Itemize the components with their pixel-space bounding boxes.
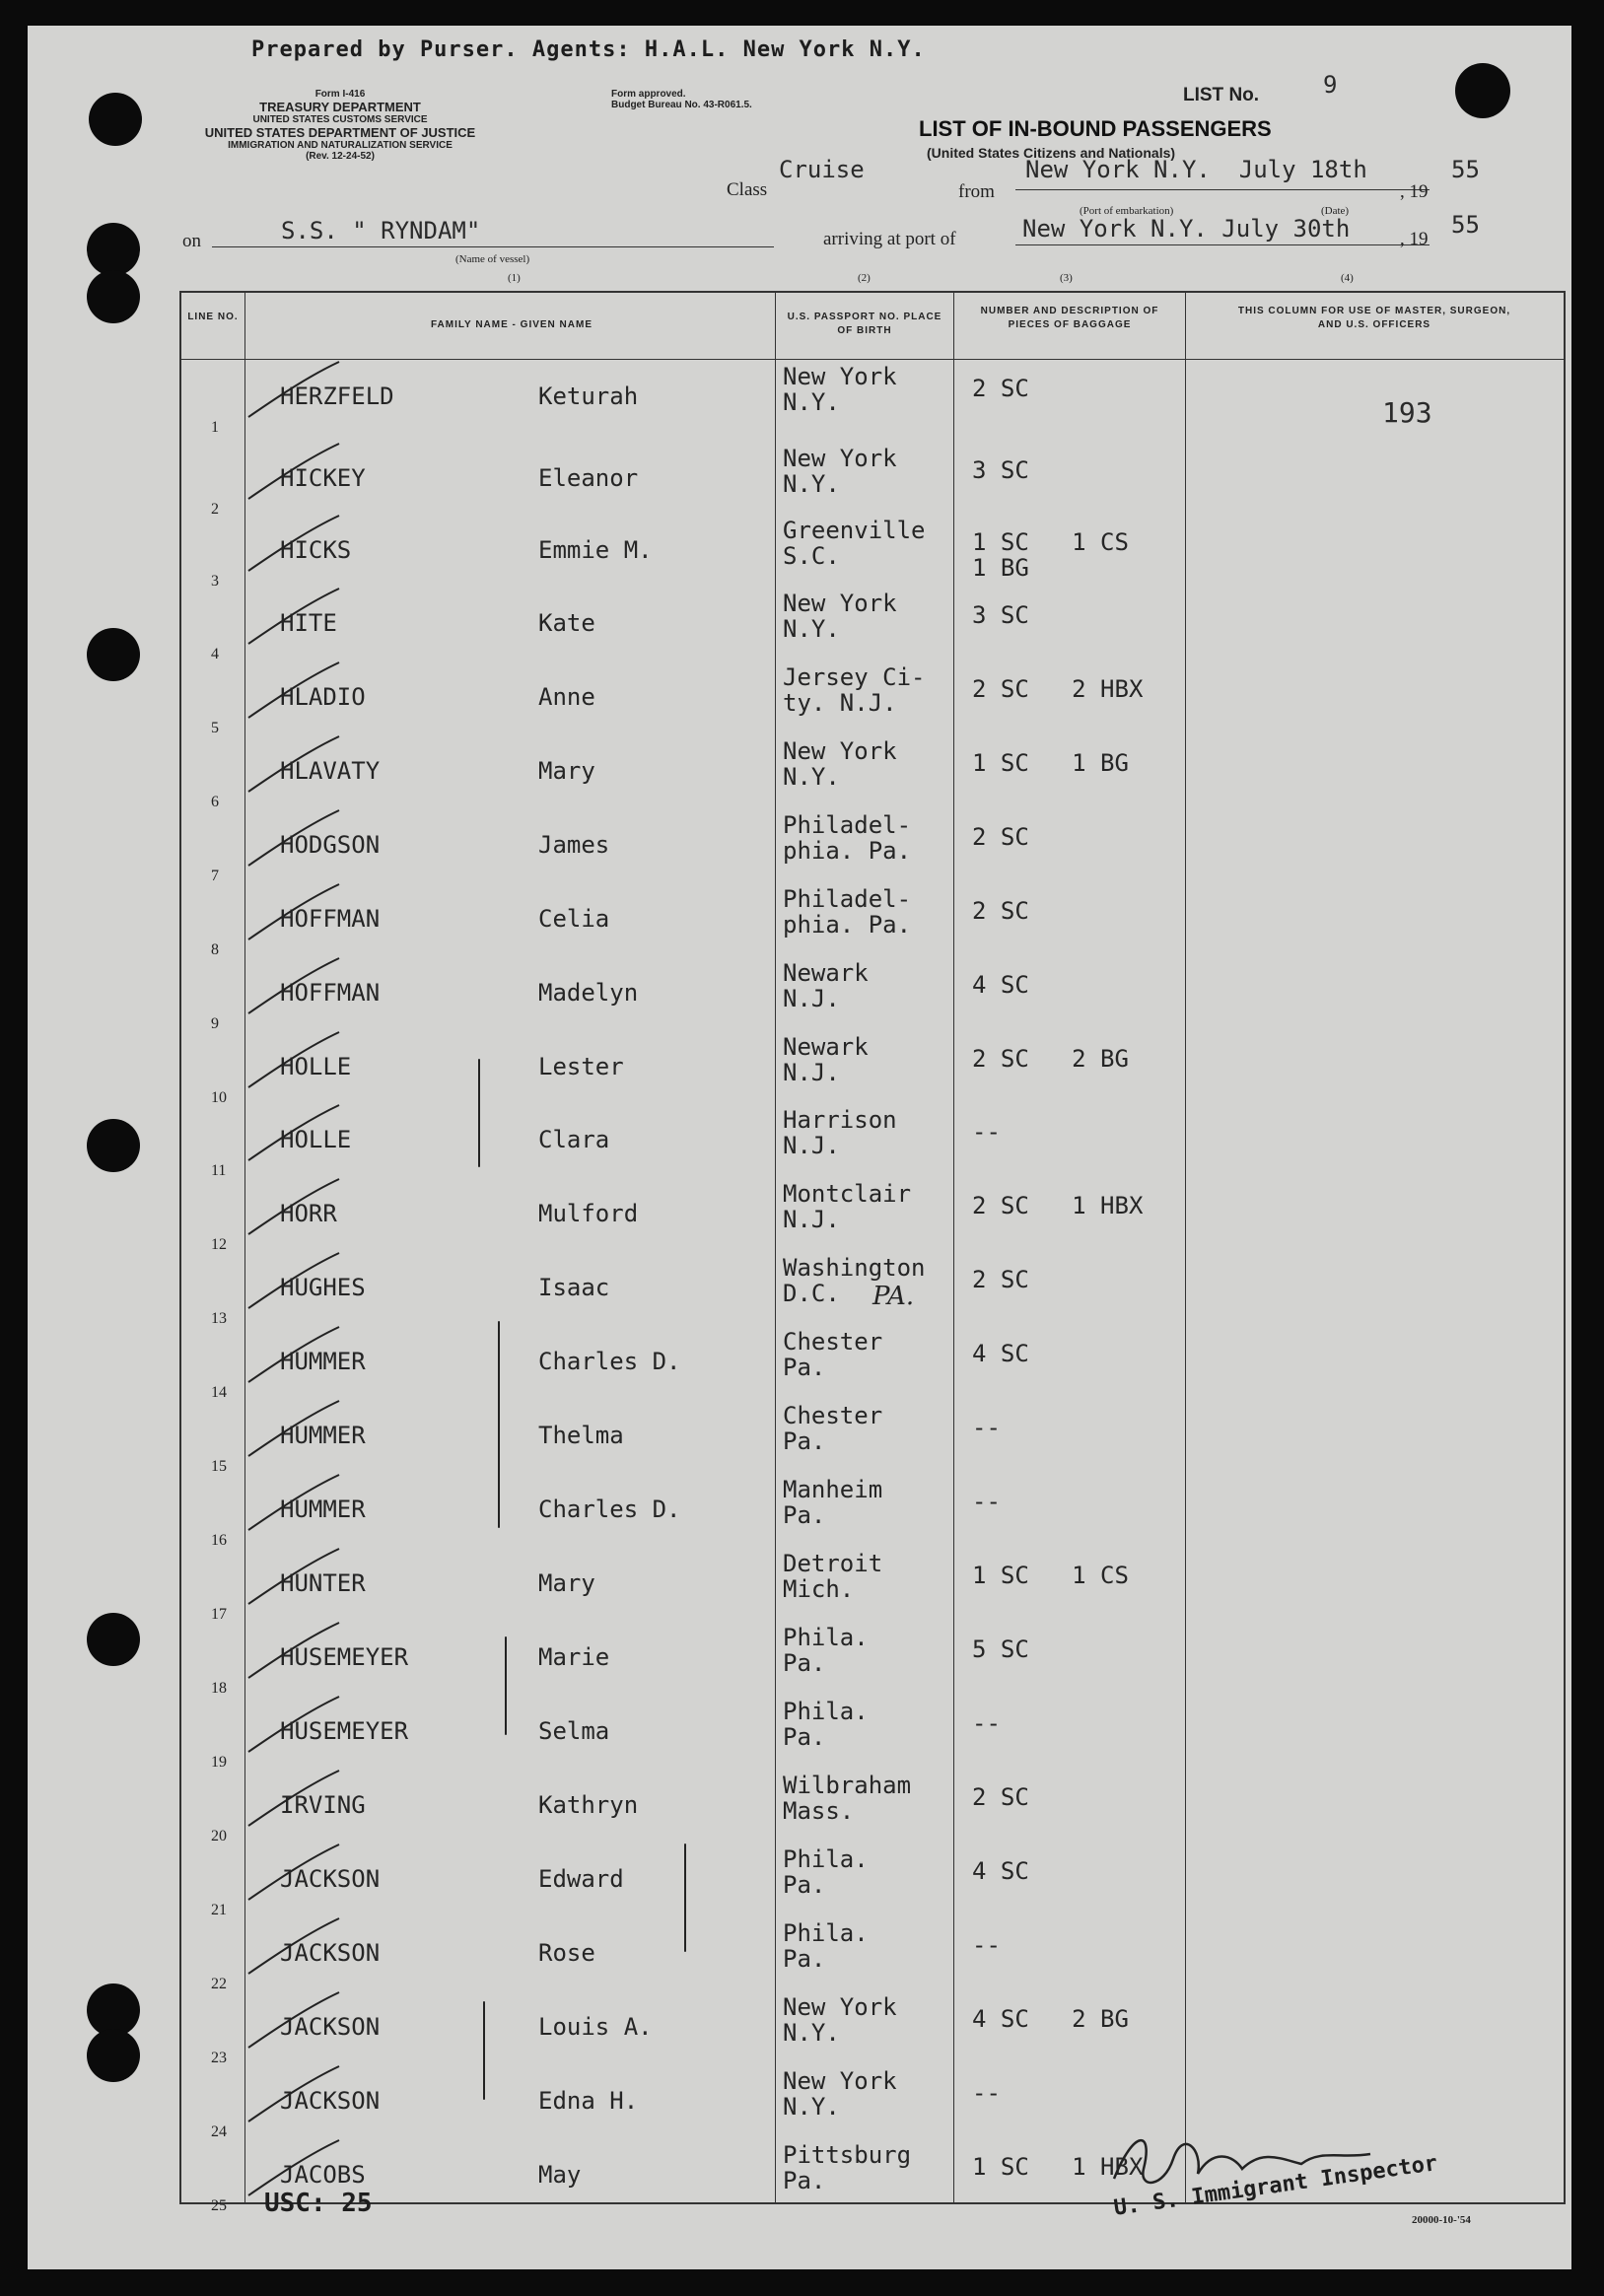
- given-name: Celia: [538, 905, 610, 933]
- baggage: 2 SC 1 HBX: [972, 1192, 1144, 1219]
- usc-count: USC: 25: [264, 2189, 373, 2218]
- baggage: 4 SC: [972, 1857, 1029, 1885]
- birthplace-line1: Newark: [783, 1033, 869, 1061]
- check-mark: [241, 1839, 349, 1908]
- annotation-193: 193: [1382, 396, 1432, 429]
- list-no-label: LIST No.: [1183, 85, 1260, 105]
- given-name: Kathryn: [538, 1791, 639, 1819]
- family-name: HOFFMAN: [280, 905, 381, 933]
- given-name: Thelma: [538, 1422, 624, 1449]
- birthplace-line1: Phila.: [783, 1698, 869, 1725]
- check-mark: [241, 1026, 352, 1095]
- table-row: [181, 364, 1564, 438]
- given-name: Charles D.: [538, 1348, 681, 1375]
- family-name: HUGHES: [280, 1274, 366, 1301]
- line-number: 7: [211, 868, 219, 884]
- given-name: Mary: [538, 757, 595, 785]
- punch-hole: [87, 2029, 140, 2082]
- table-row: [181, 1477, 1564, 1551]
- check-mark: [241, 657, 349, 726]
- from-value: New York N.Y. July 18th: [1025, 156, 1367, 183]
- handwritten-pa: PA.: [872, 1282, 915, 1311]
- list-no-value: 9: [1323, 71, 1338, 99]
- col4-marker: (4): [1341, 272, 1354, 284]
- line-number: 6: [211, 794, 219, 810]
- from-label: from: [958, 181, 995, 202]
- birthplace-line2: N.Y.: [783, 2093, 840, 2121]
- birthplace-line1: Pittsburg: [783, 2141, 912, 2169]
- baggage: 1 SC 1 CS: [972, 528, 1129, 556]
- treasury-label: TREASURY DEPARTMENT: [259, 100, 421, 114]
- baggage: 2 SC: [972, 1266, 1029, 1293]
- baggage: --: [972, 1488, 1001, 1515]
- line-number: 3: [211, 573, 219, 590]
- document-subtitle: (United States Citizens and Nationals): [927, 145, 1176, 161]
- family-name: HUSEMEYER: [280, 1643, 409, 1671]
- baggage: --: [972, 2079, 1001, 2107]
- given-name: Selma: [538, 1717, 610, 1745]
- class-label: Class: [727, 179, 768, 200]
- line-number: 18: [211, 1680, 227, 1697]
- baggage: 2 SC: [972, 897, 1029, 925]
- header-line-no: LINE NO.: [187, 312, 239, 322]
- family-bracket: [483, 2001, 485, 2100]
- family-name: IRVING: [280, 1791, 366, 1819]
- check-mark: [241, 356, 349, 425]
- birthplace-line2: Pa.: [783, 2167, 826, 2194]
- check-mark: [241, 731, 349, 800]
- family-name: HUMMER: [280, 1496, 366, 1523]
- header-officers: THIS COLUMN FOR USE OF MASTER, SURGEON, AND U.S. OFFICERS: [1237, 306, 1511, 330]
- family-name: HERZFELD: [280, 383, 394, 410]
- birthplace-line2: D.C.: [783, 1280, 840, 1307]
- line-number: 14: [211, 1384, 227, 1401]
- given-name: Anne: [538, 683, 595, 711]
- baggage: 5 SC: [972, 1635, 1029, 1663]
- given-name: Isaac: [538, 1274, 610, 1301]
- baggage: 2 SC: [972, 823, 1029, 851]
- birthplace-line1: Washington: [783, 1254, 926, 1282]
- form-agency-block: [148, 89, 532, 162]
- baggage: 2 SC 2 BG: [972, 1045, 1129, 1073]
- baggage: 4 SC: [972, 1340, 1029, 1367]
- given-name: Marie: [538, 1643, 610, 1671]
- birthplace-line1: Greenville: [783, 517, 926, 544]
- check-mark: [241, 583, 349, 652]
- given-name: Mary: [538, 1569, 595, 1597]
- birthplace-line1: Detroit: [783, 1550, 883, 1577]
- family-name: HUMMER: [280, 1348, 366, 1375]
- check-mark: [241, 1617, 349, 1686]
- check-mark: [241, 1543, 349, 1612]
- birthplace-line2: N.Y.: [783, 763, 840, 791]
- baggage: 1 SC 1 HBX: [972, 2153, 1144, 2181]
- port-embark-caption: (Port of embarkation): [1080, 205, 1174, 217]
- line-number: 8: [211, 941, 219, 958]
- birthplace-line2: N.J.: [783, 1059, 840, 1086]
- check-mark: [241, 510, 352, 579]
- given-name: Emmie M.: [538, 536, 653, 564]
- vessel-caption: (Name of vessel): [455, 253, 530, 265]
- family-name: HUNTER: [280, 1569, 366, 1597]
- family-name: HICKEY: [280, 464, 366, 492]
- birthplace-line2: ty. N.J.: [783, 689, 897, 717]
- birthplace-line2: phia. Pa.: [783, 837, 912, 865]
- table-row: [181, 812, 1564, 886]
- birthplace-line1: Chester: [783, 1402, 883, 1429]
- given-name: Madelyn: [538, 979, 639, 1007]
- table-row: [181, 1329, 1564, 1403]
- baggage: 2 SC: [972, 375, 1029, 402]
- arriving-label: arriving at port of: [823, 229, 956, 249]
- col1-marker: (1): [508, 272, 521, 284]
- check-mark: [241, 1691, 349, 1760]
- punch-hole: [87, 223, 140, 276]
- birthplace-line2: N.Y.: [783, 2019, 840, 2047]
- line-number: 25: [211, 2197, 227, 2214]
- given-name: James: [538, 831, 610, 859]
- birthplace-line2: Pa.: [783, 1501, 826, 1529]
- table-row: [181, 1773, 1564, 1846]
- birthplace-line2: N.Y.: [783, 388, 840, 416]
- line-number: 9: [211, 1015, 219, 1032]
- punch-hole: [87, 270, 140, 323]
- birthplace-line2: N.J.: [783, 1132, 840, 1159]
- header-passport: U.S. PASSPORT NO. PLACE OF BIRTH: [787, 312, 942, 336]
- baggage: --: [972, 1118, 1001, 1146]
- birthplace-line2: Pa.: [783, 1945, 826, 1973]
- birthplace-line1: New York: [783, 445, 897, 472]
- line-number: 16: [211, 1532, 227, 1549]
- line-number: 11: [211, 1162, 227, 1179]
- document-title: LIST OF IN-BOUND PASSENGERS: [919, 116, 1272, 141]
- from-underline: [1015, 189, 1430, 190]
- baggage: 2 SC: [972, 1783, 1029, 1811]
- line-number: 21: [211, 1902, 227, 1918]
- check-mark: [241, 1913, 349, 1982]
- line-number: 24: [211, 2123, 227, 2140]
- family-name: HORR: [280, 1200, 337, 1227]
- punch-hole: [1455, 63, 1510, 118]
- family-name: HOLLE: [280, 1053, 352, 1080]
- check-mark: [241, 1395, 349, 1464]
- birthplace-line1: New York: [783, 590, 897, 617]
- inspector-signature: [1104, 2120, 1400, 2198]
- line-number: 1: [211, 419, 219, 436]
- form-number: Form I-416: [314, 89, 366, 100]
- baggage: --: [972, 1709, 1001, 1737]
- line-number: 13: [211, 1310, 227, 1327]
- table-row: [181, 1994, 1564, 2068]
- baggage: --: [972, 1414, 1001, 1441]
- table-row: [181, 738, 1564, 812]
- table-row: [181, 664, 1564, 738]
- check-mark: [241, 1099, 352, 1168]
- family-name: HICKS: [280, 536, 352, 564]
- table-row: [181, 1920, 1564, 1994]
- punch-hole: [87, 628, 140, 681]
- birthplace-line2: N.J.: [783, 985, 840, 1012]
- family-name: HOFFMAN: [280, 979, 381, 1007]
- family-bracket: [498, 1321, 500, 1528]
- baggage: 1 SC 1 CS: [972, 1562, 1129, 1589]
- col3-marker: (3): [1060, 272, 1073, 284]
- check-mark: [241, 1247, 349, 1316]
- arriving-value: New York N.Y. July 30th: [1022, 215, 1351, 243]
- family-name: HODGSON: [280, 831, 381, 859]
- line-number: 20: [211, 1828, 227, 1844]
- birthplace-line2: phia. Pa.: [783, 911, 912, 939]
- table-row: [181, 1107, 1564, 1181]
- family-bracket: [684, 1844, 686, 1952]
- table-row: [181, 446, 1564, 520]
- family-name: HITE: [280, 609, 337, 637]
- punch-hole: [89, 93, 142, 146]
- check-mark: [241, 1173, 349, 1242]
- on-label: on: [182, 231, 201, 251]
- line-number: 15: [211, 1458, 227, 1475]
- birthplace-line2: Pa.: [783, 1354, 826, 1381]
- birthplace-line1: Philadel-: [783, 811, 912, 839]
- family-name: JACKSON: [280, 2087, 381, 2115]
- col2-marker: (2): [858, 272, 871, 284]
- approval-block: [611, 89, 752, 110]
- family-name: JACKSON: [280, 2013, 381, 2041]
- birthplace-line2: Mich.: [783, 1575, 855, 1603]
- birthplace-line1: New York: [783, 2067, 897, 2095]
- birthplace-line1: Chester: [783, 1328, 883, 1356]
- given-name: Keturah: [538, 383, 639, 410]
- birthplace-line1: Phila.: [783, 1624, 869, 1651]
- table-row: [181, 1699, 1564, 1773]
- family-name: HUMMER: [280, 1422, 366, 1449]
- family-name: HLAVATY: [280, 757, 381, 785]
- table-row: [181, 1403, 1564, 1477]
- family-name: HOLLE: [280, 1126, 352, 1153]
- given-name: May: [538, 2161, 582, 2189]
- ins-label: IMMIGRATION AND NATURALIZATION SERVICE: [228, 140, 453, 151]
- birthplace-line1: New York: [783, 1993, 897, 2021]
- line-number: 22: [211, 1976, 227, 1992]
- check-mark: [241, 1986, 349, 2055]
- birthplace-line1: Newark: [783, 959, 869, 987]
- given-name: Eleanor: [538, 464, 639, 492]
- baggage: 1 SC 1 BG: [972, 749, 1129, 777]
- check-mark: [241, 1469, 349, 1538]
- check-mark: [241, 438, 349, 507]
- vessel-underline: [212, 246, 774, 247]
- from-year-prefix: , 19: [1400, 181, 1429, 202]
- family-name: HLADIO: [280, 683, 366, 711]
- table-row: [181, 1181, 1564, 1255]
- justice-label: UNITED STATES DEPARTMENT OF JUSTICE: [204, 125, 476, 140]
- birthplace-line1: Wilbraham: [783, 1772, 912, 1799]
- check-mark: [241, 952, 349, 1021]
- given-name: Rose: [538, 1939, 595, 1967]
- table-row: [181, 1551, 1564, 1625]
- baggage: 3 SC: [972, 456, 1029, 484]
- baggage: 2 SC 2 HBX: [972, 675, 1144, 703]
- table-row: [181, 591, 1564, 664]
- check-mark: [241, 804, 349, 873]
- birthplace-line2: Pa.: [783, 1649, 826, 1677]
- family-name: HUSEMEYER: [280, 1717, 409, 1745]
- line-number: 10: [211, 1089, 227, 1106]
- line-number: 23: [211, 2050, 227, 2066]
- given-name: Edward: [538, 1865, 624, 1893]
- family-bracket: [478, 1059, 480, 1167]
- table-row: [181, 1625, 1564, 1699]
- birthplace-line1: New York: [783, 363, 897, 390]
- given-name: Charles D.: [538, 1496, 681, 1523]
- punch-hole: [87, 1119, 140, 1172]
- header-divider: [181, 359, 1564, 360]
- birthplace-line1: New York: [783, 737, 897, 765]
- table-row: [181, 960, 1564, 1034]
- birthplace-line2: N.Y.: [783, 470, 840, 498]
- table-row: [181, 1846, 1564, 1920]
- print-code: 20000-10-'54: [1412, 2214, 1471, 2226]
- baggage: --: [972, 1931, 1001, 1959]
- form-approved: Form approved.: [611, 89, 686, 100]
- passenger-table: [179, 291, 1566, 2214]
- check-mark: [241, 1765, 349, 1834]
- birthplace-line1: Montclair: [783, 1180, 912, 1208]
- birthplace-line2: Pa.: [783, 1723, 826, 1751]
- birthplace-line2: Pa.: [783, 1871, 826, 1899]
- prepared-by-line: Prepared by Purser. Agents: H.A.L. New York N.Y.: [251, 37, 926, 62]
- line-number: 4: [211, 646, 219, 662]
- given-name: Mulford: [538, 1200, 639, 1227]
- birthplace-line2: S.C.: [783, 542, 840, 570]
- birthplace-line1: Phila.: [783, 1919, 869, 1947]
- family-bracket: [505, 1636, 507, 1735]
- birthplace-line1: Phila.: [783, 1845, 869, 1873]
- birthplace-line1: Manheim: [783, 1476, 883, 1503]
- budget-bureau: Budget Bureau No. 43-R061.5.: [611, 100, 752, 110]
- family-name: JACKSON: [280, 1865, 381, 1893]
- family-name: JACOBS: [280, 2161, 366, 2189]
- given-name: Clara: [538, 1126, 610, 1153]
- birthplace-line2: Mass.: [783, 1797, 855, 1825]
- arriving-underline: [1015, 244, 1430, 245]
- table-row: [181, 518, 1564, 591]
- check-mark: [241, 2060, 349, 2129]
- arrive-year-prefix: , 19: [1400, 229, 1429, 249]
- arrive-year: 55: [1451, 211, 1480, 239]
- birthplace-line1: Harrison: [783, 1106, 897, 1134]
- given-name: Louis A.: [538, 2013, 653, 2041]
- birthplace-line1: Jersey Ci-: [783, 663, 926, 691]
- date-caption: (Date): [1321, 205, 1350, 217]
- given-name: Kate: [538, 609, 595, 637]
- revision-label: (Rev. 12-24-52): [306, 151, 375, 162]
- class-value: Cruise: [779, 156, 865, 183]
- header-name: FAMILY NAME - GIVEN NAME: [430, 319, 593, 330]
- vessel-name: S.S. " RYNDAM": [281, 217, 481, 244]
- table-row: [181, 1034, 1564, 1108]
- check-mark: [241, 878, 349, 947]
- given-name: Lester: [538, 1053, 624, 1080]
- line-number: 17: [211, 1606, 227, 1623]
- baggage: 3 SC: [972, 601, 1029, 629]
- line-number: 2: [211, 501, 219, 518]
- header-baggage: NUMBER AND DESCRIPTION OF PIECES OF BAGGAGE: [980, 306, 1159, 330]
- check-mark: [241, 1321, 349, 1390]
- inspector-signature-label: U. S. Immigrant Inspector: [1112, 2151, 1439, 2221]
- birthplace-line1: Philadel-: [783, 885, 912, 913]
- table-row: [181, 886, 1564, 960]
- line-number: 19: [211, 1754, 227, 1771]
- punch-hole: [87, 1613, 140, 1666]
- line-number: 5: [211, 720, 219, 736]
- given-name: Edna H.: [538, 2087, 639, 2115]
- line-number: 12: [211, 1236, 227, 1253]
- baggage-line2: 1 BG: [972, 554, 1029, 582]
- birthplace-line2: N.Y.: [783, 615, 840, 643]
- family-name: JACKSON: [280, 1939, 381, 1967]
- birthplace-line2: Pa.: [783, 1427, 826, 1455]
- baggage: 4 SC 2 BG: [972, 2005, 1129, 2033]
- customs-label: UNITED STATES CUSTOMS SERVICE: [252, 114, 428, 125]
- from-year: 55: [1451, 156, 1480, 183]
- baggage: 4 SC: [972, 971, 1029, 999]
- birthplace-line2: N.J.: [783, 1206, 840, 1233]
